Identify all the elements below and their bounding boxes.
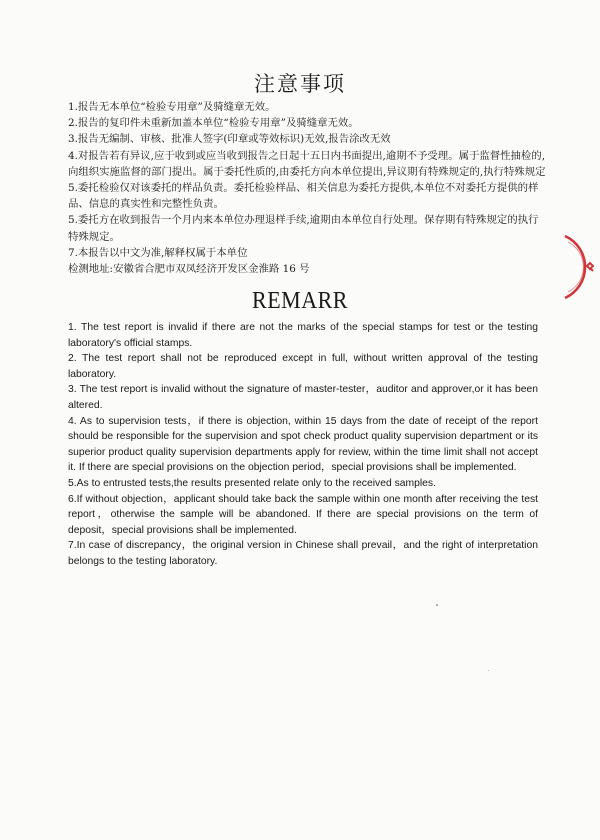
paper-speck [436,604,438,606]
paper-speck [488,670,489,671]
remark-item: 5.As to entrusted tests,the results presented relate only to the received samples. [68,477,436,489]
notice-list [68,99,546,277]
remark-list [68,320,538,570]
remark-item: 7.In case of discrepancy，the original version in Chinese shall prevail，and the right of interpretation belongs to the testing laboratory. [68,540,538,567]
testing-address: 检测地址:安徽省合肥市双凤经济开发区金淮路 16 号 [68,263,310,276]
notice-item: 5.委托检验仅对该委托的样品负责。委托检验样品、相关信息为委托方提供,本单位不对委托方提供的样品、信息的真实性和完整性负责。 [68,182,539,211]
notice-item: 4.对报告若有异议,应于收到或应当收到报告之日起十五日内书面提出,逾期不予受理。属于监督性抽检的,向组织实施监督的部门提出。属于委托性质的,由委托方向本单位提出,异议期有特殊规定的,执行特殊规定 [68,149,546,178]
seal-stamp-icon [555,232,600,302]
notice-title: 注意事项 [254,72,346,96]
notice-item: 5.委托方在收到报告一个月内来本单位办理退样手续,逾期由本单位自行处理。保存期有特殊规定的执行特殊规定。 [68,214,539,243]
remark-item: 1. The test report is invalid if there are not the marks of the special stamps for test or the testing laboratory's official stamps. [68,322,538,349]
remark-item: 2. The test report shall not be reproduced except in full, without written approval of the testing laboratory. [68,353,538,380]
remark-item: 6.If without objection，applicant should take back the sample within one month after receiving the test report，otherwise the sample will be abandoned. If there are special provisions on the term of deposit，special provisions shall be implemented. [68,493,538,536]
notice-item: 3.报告无编制、审核、批准人签字(印章或等效标识)无效,报告涂改无效 [68,133,391,146]
notice-item: 1.报告无本单位“检验专用章”及骑缝章无效。 [68,101,276,113]
remark-item: 3. The test report is invalid without the signature of master-tester，auditor and approver,or it has been altered. [68,384,538,411]
notice-item: 2.报告的复印件未重新加盖本单位“检验专用章”及骑缝章无效。 [68,117,359,130]
remark-item: 4. As to supervision tests，if there is objection, within 15 days from the date of receipt of the report should be responsible for the supervision and spot check product quality supervision department or its superior product quality supervision departments apply for review, within the time limit shall not accept it. If there are special provisions on the objection period，special provisions shall be implemented. [68,415,538,474]
remark-title: REMARR [252,285,348,314]
notice-item: 7.本报告以中文为准,解释权属于本单位 [68,246,248,259]
